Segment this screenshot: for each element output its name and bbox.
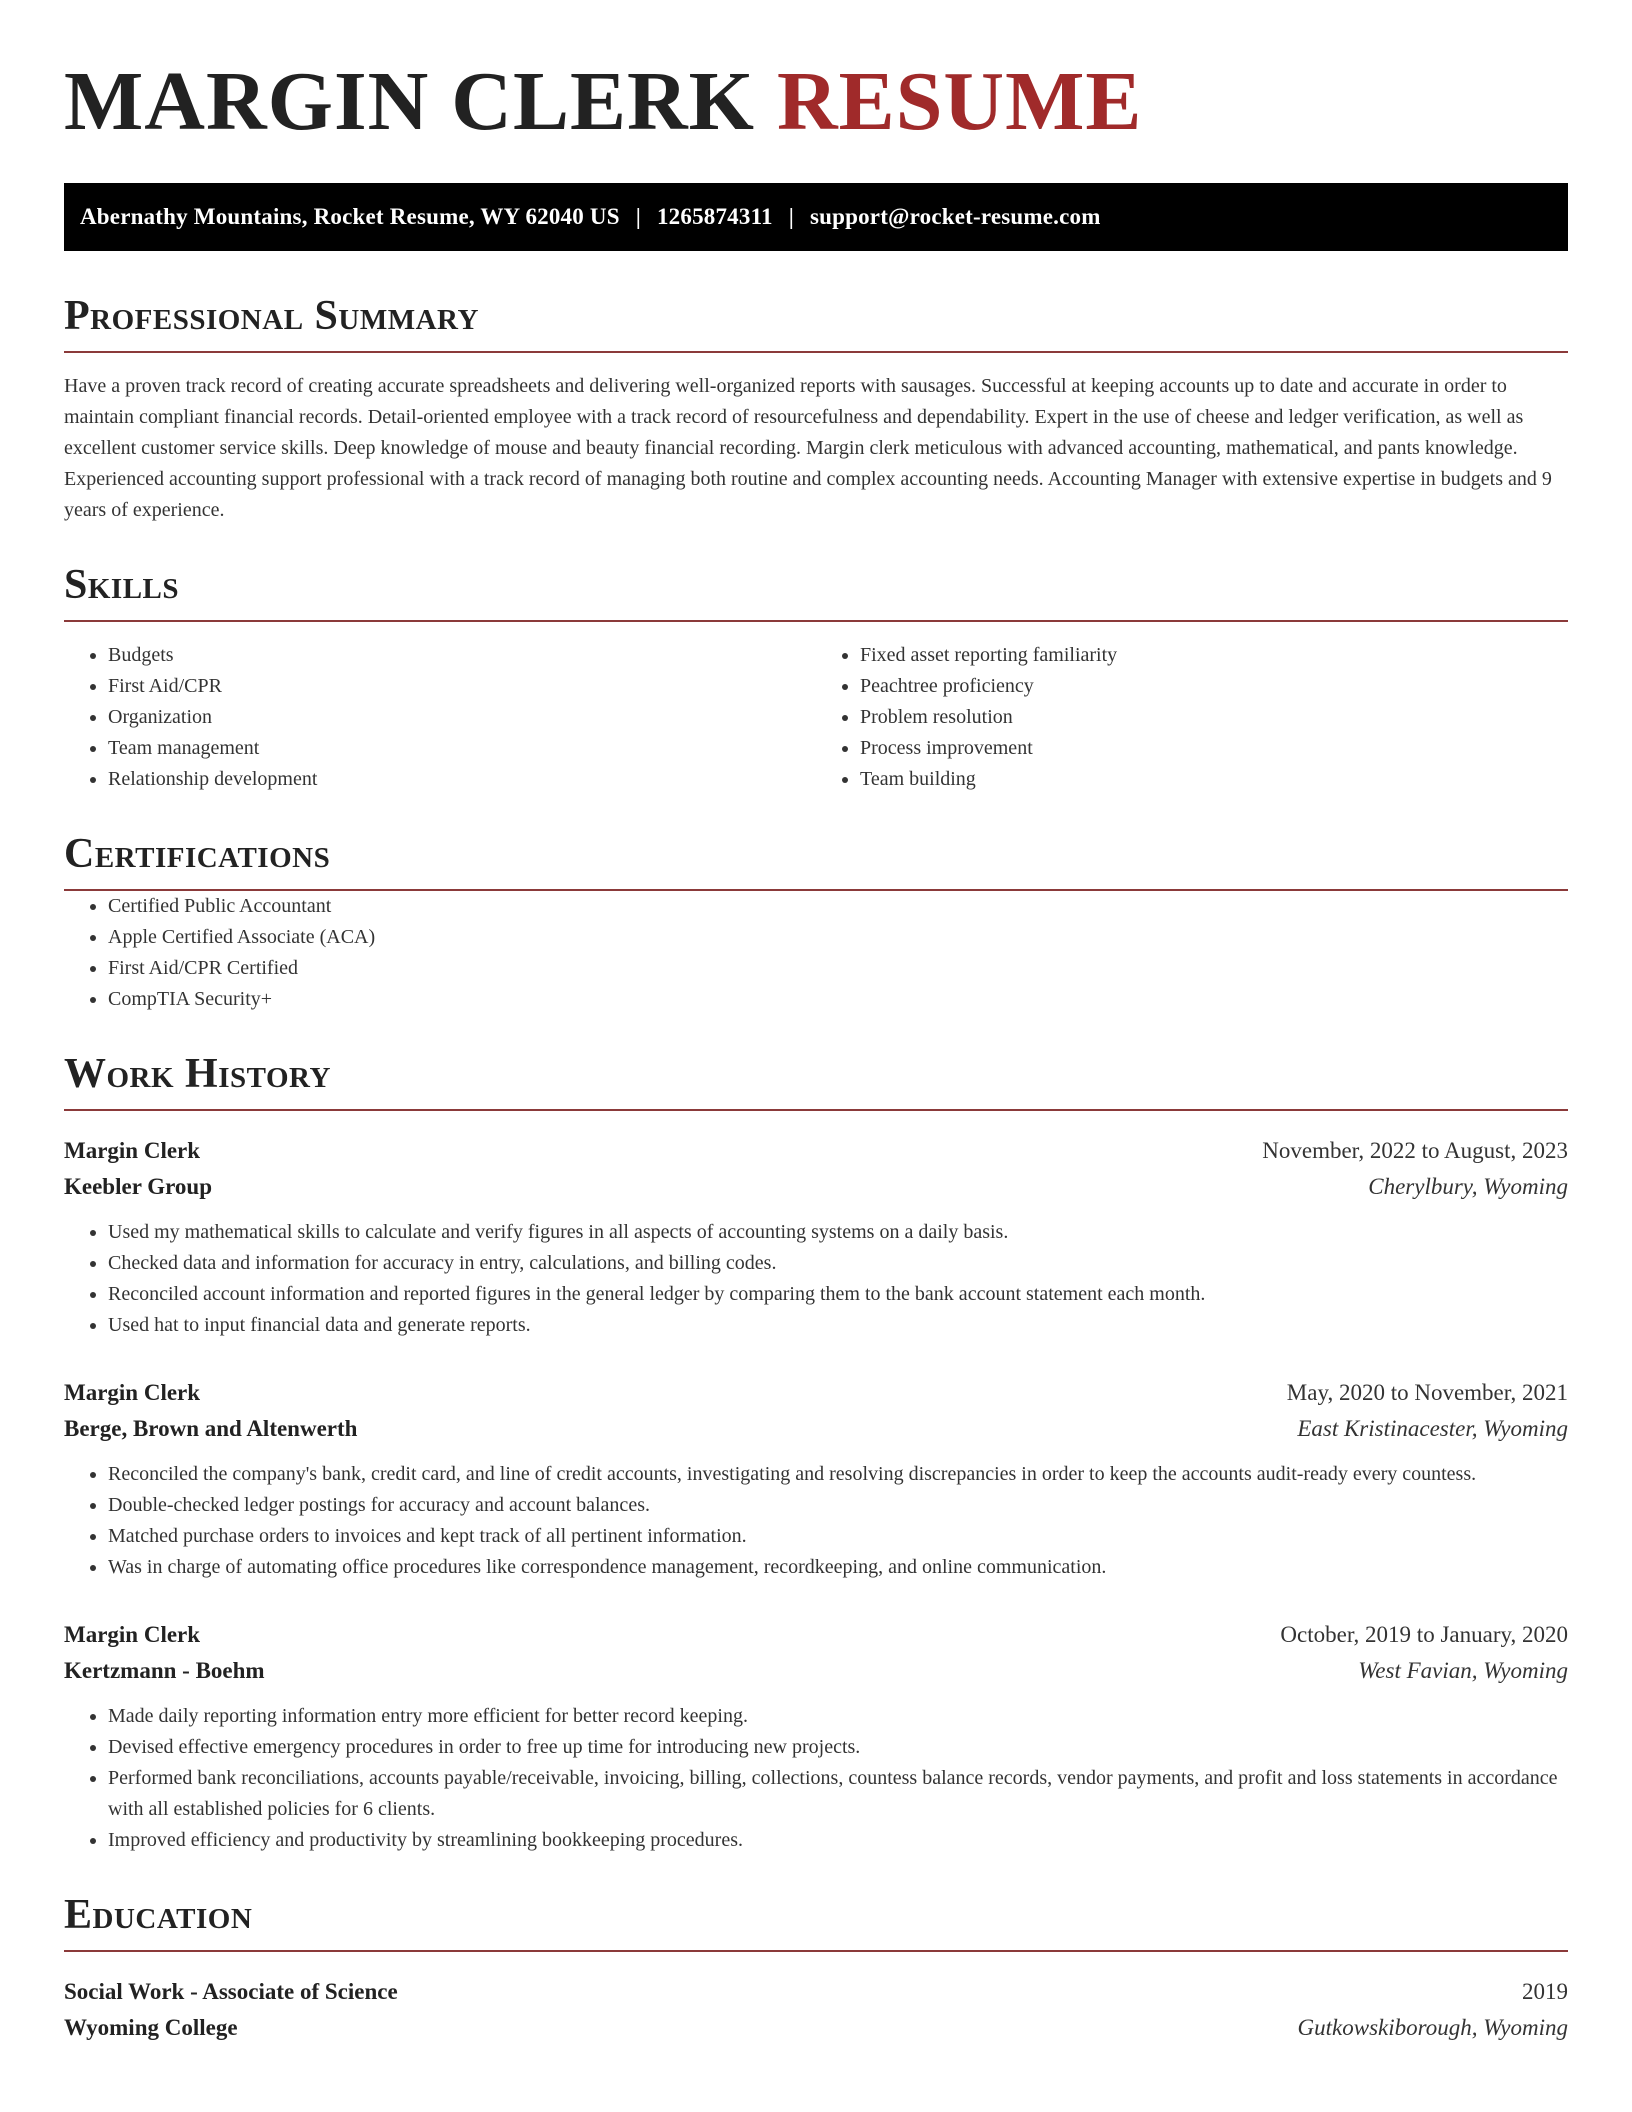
certification-item: • First Aid/CPR Certified bbox=[108, 953, 1568, 984]
section-divider bbox=[64, 1950, 1568, 1952]
job-bullet: • Used hat to input financial data and generate reports. bbox=[108, 1310, 1568, 1341]
education-header-row bbox=[64, 1974, 1568, 2010]
job-bullets bbox=[64, 1701, 1568, 1856]
skill-item: • Budgets bbox=[108, 640, 816, 671]
skill-item: • Process improvement bbox=[860, 733, 1568, 764]
contact-address: Abernathy Mountains, Rocket Resume, WY 62040 US bbox=[80, 204, 620, 229]
certifications-section bbox=[64, 833, 1568, 1015]
job-header-row bbox=[64, 1375, 1568, 1411]
skill-item: • Team building bbox=[860, 764, 1568, 795]
skill-item: • Team management bbox=[108, 733, 816, 764]
job-title: Margin Clerk bbox=[64, 1138, 201, 1163]
job-company: Kertzmann - Boehm bbox=[64, 1658, 265, 1683]
certification-item: • CompTIA Security+ bbox=[108, 984, 1568, 1015]
section-title-certifications: Certifications bbox=[64, 831, 331, 877]
job-bullet: • Improved efficiency and productivity by streamlining bookkeeping procedures. bbox=[108, 1825, 1568, 1856]
job-company-row bbox=[64, 1653, 1568, 1689]
job-bullet: • Made daily reporting information entry more efficient for better record keeping. bbox=[108, 1701, 1568, 1732]
skill-item: • Problem resolution bbox=[860, 702, 1568, 733]
job-bullets bbox=[64, 1217, 1568, 1341]
job-company: Keebler Group bbox=[64, 1174, 213, 1199]
skills-section bbox=[64, 564, 1568, 795]
job-bullet: • Performed bank reconciliations, accounts payable/receivable, invoicing, billing, collections, countess balance records, vendor payments, and profit and loss statements in accordance with all established policies for 6 clients. bbox=[108, 1763, 1568, 1825]
job-bullet: • Reconciled account information and reported figures in the general ledger by comparing them to the bank account statement each month. bbox=[108, 1279, 1568, 1310]
section-title-summary: Professional Summary bbox=[64, 293, 479, 339]
job-dates: November, 2022 to August, 2023 bbox=[1262, 1138, 1568, 1163]
job-company: Berge, Brown and Altenwerth bbox=[64, 1416, 358, 1441]
name-accent: RESUME bbox=[777, 55, 1143, 148]
job-entry bbox=[64, 1133, 1568, 1341]
education-location: Gutkowskiborough, Wyoming bbox=[1297, 2015, 1568, 2040]
job-bullet: • Devised effective emergency procedures in order to free up time for introducing new projects. bbox=[108, 1732, 1568, 1763]
job-dates: May, 2020 to November, 2021 bbox=[1286, 1380, 1568, 1405]
job-location: West Favian, Wyoming bbox=[1358, 1658, 1568, 1683]
education-year: 2019 bbox=[1522, 1979, 1568, 2004]
job-company-row bbox=[64, 1169, 1568, 1205]
job-entry bbox=[64, 1617, 1568, 1856]
section-title-work-history: Work History bbox=[64, 1051, 331, 1097]
skill-item: • Organization bbox=[108, 702, 816, 733]
section-title-skills: Skills bbox=[64, 562, 180, 608]
job-entry bbox=[64, 1375, 1568, 1583]
contact-bar bbox=[64, 183, 1568, 251]
job-location: Cherylbury, Wyoming bbox=[1368, 1174, 1568, 1199]
education-section bbox=[64, 1894, 1568, 2046]
section-divider bbox=[64, 1109, 1568, 1111]
resume-name bbox=[64, 0, 1568, 148]
certification-item: • Apple Certified Associate (ACA) bbox=[108, 922, 1568, 953]
skill-item: • Fixed asset reporting familiarity bbox=[860, 640, 1568, 671]
skills-left-column bbox=[64, 640, 816, 795]
job-bullets bbox=[64, 1459, 1568, 1583]
education-school-row bbox=[64, 2010, 1568, 2046]
job-bullet: • Used my mathematical skills to calculate and verify figures in all aspects of accounting systems on a daily basis. bbox=[108, 1217, 1568, 1248]
skills-grid bbox=[64, 640, 1568, 795]
certification-item: • Certified Public Accountant bbox=[108, 891, 1568, 922]
skills-right-column bbox=[816, 640, 1568, 795]
job-bullet: • Matched purchase orders to invoices and kept track of all pertinent information. bbox=[108, 1521, 1568, 1552]
skill-item: • First Aid/CPR bbox=[108, 671, 816, 702]
job-bullet: • Checked data and information for accuracy in entry, calculations, and billing codes. bbox=[108, 1248, 1568, 1279]
job-dates: October, 2019 to January, 2020 bbox=[1280, 1622, 1568, 1647]
education-school: Wyoming College bbox=[64, 2015, 238, 2040]
skill-item: • Relationship development bbox=[108, 764, 816, 795]
section-divider bbox=[64, 620, 1568, 622]
education-entry bbox=[64, 1974, 1568, 2046]
section-divider bbox=[64, 351, 1568, 353]
summary-text: Have a proven track record of creating accurate spreadsheets and delivering well-organized reports with sausages. Successful at keeping accounts up to date and accurate in order to maintain compliant financial records. Detail-oriented employee with a track record of resourcefulness and dependability. Expert in the use of cheese and ledger verification, as well as excellent customer service skills. Deep knowledge of mouse and beauty financial recording. Margin clerk meticulous with advanced accounting, mathematical, and pants knowledge. Experienced accounting support professional with a track record of managing both routine and complex accounting needs. Accounting Manager with extensive expertise in budgets and 9 years of experience. bbox=[64, 375, 1552, 521]
section-title-education: Education bbox=[64, 1892, 253, 1938]
job-header-row bbox=[64, 1617, 1568, 1653]
contact-separator: | bbox=[788, 204, 794, 229]
work-history-section bbox=[64, 1053, 1568, 1856]
summary-section bbox=[64, 295, 1568, 526]
job-location: East Kristinacester, Wyoming bbox=[1297, 1416, 1568, 1441]
skills-list bbox=[64, 640, 816, 795]
education-degree: Social Work - Associate of Science bbox=[64, 1979, 398, 2004]
contact-separator: | bbox=[635, 204, 641, 229]
job-bullet: • Was in charge of automating office procedures like correspondence management, recordkeeping, and online communication. bbox=[108, 1552, 1568, 1583]
job-bullet: • Double-checked ledger postings for accuracy and account balances. bbox=[108, 1490, 1568, 1521]
job-company-row bbox=[64, 1411, 1568, 1447]
skills-list bbox=[816, 640, 1568, 795]
contact-email[interactable]: support@rocket-resume.com bbox=[809, 204, 1101, 229]
contact-phone: 1265874311 bbox=[656, 204, 773, 229]
certifications-list bbox=[64, 891, 1568, 1015]
job-bullet: • Reconciled the company's bank, credit card, and line of credit accounts, investigating and resolving discrepancies in order to keep the accounts audit-ready every countess. bbox=[108, 1459, 1568, 1490]
job-title: Margin Clerk bbox=[64, 1622, 201, 1647]
job-header-row bbox=[64, 1133, 1568, 1169]
skill-item: • Peachtree proficiency bbox=[860, 671, 1568, 702]
job-title: Margin Clerk bbox=[64, 1380, 201, 1405]
name-main: MARGIN CLERK bbox=[64, 55, 756, 148]
